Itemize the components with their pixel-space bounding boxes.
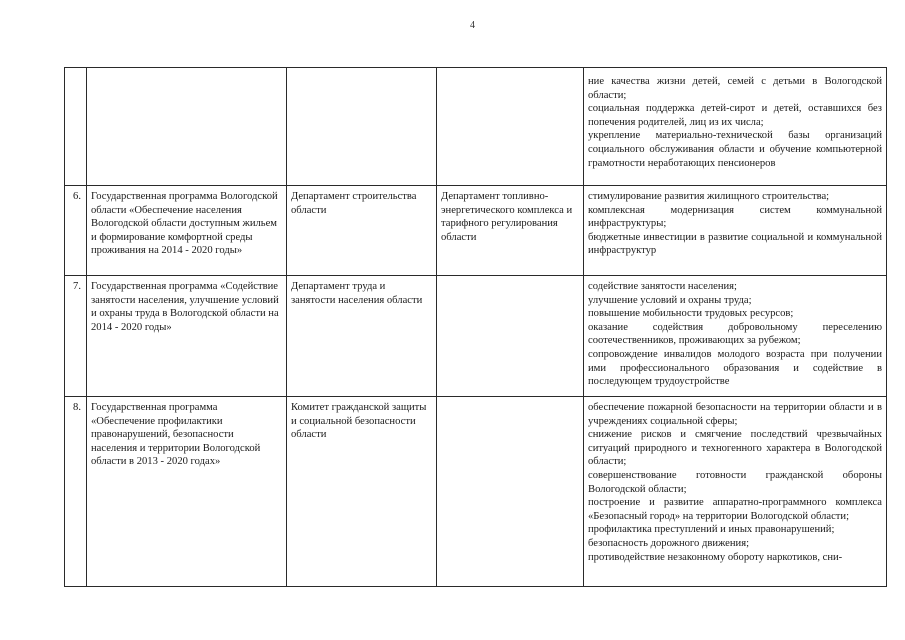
- table-row-7: [65, 276, 887, 397]
- programs-table: [64, 67, 887, 587]
- goal-item: повышение мобильности трудовых ресурсов;: [588, 308, 794, 320]
- row-number: [65, 68, 87, 186]
- goal-item: бюджетные инвестиции в развитие социальной и коммунальной инфраструктур: [588, 231, 882, 257]
- goal-item: социальная поддержка детей-сирот и детей, оставшихся без попечения родителей, лиц из их числа;: [588, 103, 882, 128]
- goal-item: улучшение условий и охраны труда;: [588, 294, 752, 306]
- goal-item: снижение рисков и смягчение последствий чрезвычайных ситуаций природного и техногенного характера в Вологодской области;: [588, 429, 882, 468]
- row-number: 8.: [65, 397, 87, 587]
- program-name: Государственная программа «Обеспечение профилактики правонарушений, безопасности населения и территории Вологодской области в 2013 - 2020 годах»: [87, 397, 287, 587]
- program-name: [87, 68, 287, 186]
- co-executor: [437, 276, 584, 397]
- goal-item: противодействие незаконному обороту наркотиков, сни-: [588, 551, 843, 563]
- goal-item: содействие занятости населения;: [588, 281, 737, 292]
- program-goals: [584, 276, 887, 397]
- goal-item: укрепление материально-технической базы организаций социального обслуживания области и обучение компьютерной грамотности неработающих пенсионеров: [588, 130, 882, 169]
- responsible-executor: Комитет гражданской защиты и социальной безопасности области: [287, 397, 437, 587]
- program-name: Государственная программа Вологодской области «Обеспечение населения Вологодской области доступным жильем и формирование комфортной среды проживания на 2014 - 2020 годы»: [87, 186, 287, 276]
- table-row-continuation: [65, 68, 887, 186]
- co-executor: [437, 397, 584, 587]
- goal-item: комплексная модернизация систем коммунальной инфраструктуры;: [588, 204, 882, 230]
- goal-item: ние качества жизни детей, семей с детьми в Вологодской области;: [588, 76, 882, 101]
- program-name: Государственная программа «Содействие занятости населения, улучшение условий и охраны труда в Вологодской области на 2014 - 2020 годы»: [87, 276, 287, 397]
- responsible-executor: Департамент строительства области: [287, 186, 437, 276]
- program-goals: [584, 397, 887, 587]
- co-executor: [437, 68, 584, 186]
- goal-item: построение и развитие аппаратно-программного комплекса «Безопасный город» на территории Вологодской области;: [588, 497, 882, 522]
- row-number: 6.: [65, 186, 87, 276]
- goal-item: совершенствование готовности гражданской обороны Вологодской области;: [588, 469, 882, 495]
- program-goals: [584, 186, 887, 276]
- goal-item: оказание содействия добровольному переселению соотечественников, проживающих за рубежом;: [588, 321, 882, 347]
- program-goals: [584, 68, 887, 186]
- goal-item: безопасность дорожного движения;: [588, 537, 750, 549]
- goal-item: профилактика преступлений и иных правонарушений;: [588, 524, 835, 536]
- page-number: 4: [470, 20, 475, 31]
- row-number: 7.: [65, 276, 87, 397]
- goal-item: обеспечение пожарной безопасности на территории области и в учреждениях социальной сферы;: [588, 402, 882, 427]
- goal-item: стимулирование развития жилищного строительства;: [588, 191, 830, 202]
- table-row-6: [65, 186, 887, 276]
- table-row-8: [65, 397, 887, 587]
- goal-item: сопровождение инвалидов молодого возраста при получении ими профессионального образования и содействие в последующем трудоустройстве: [588, 348, 882, 388]
- responsible-executor: Департамент труда и занятости населения области: [287, 276, 437, 397]
- co-executor: Департамент топливно-энергетического комплекса и тарифного регулирования области: [437, 186, 584, 276]
- responsible-executor: [287, 68, 437, 186]
